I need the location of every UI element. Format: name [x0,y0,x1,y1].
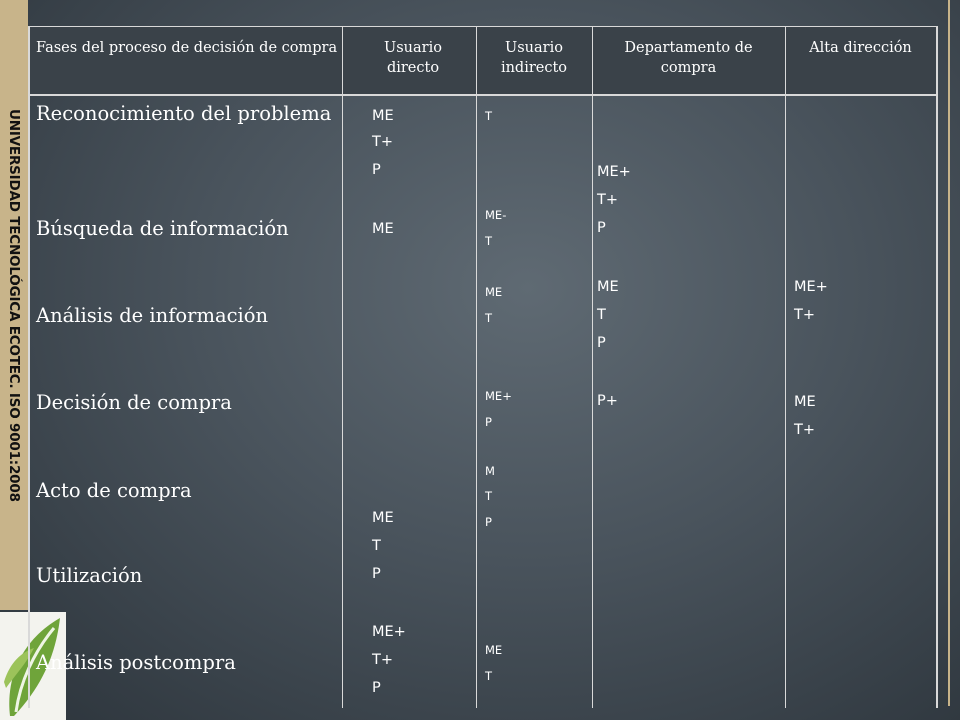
ad-code: T+ [794,422,816,438]
dc-code: ME [597,279,619,295]
right-accent-line [948,0,950,706]
ui-code: M [485,464,495,478]
header-usuario-directo: Usuario directo [384,40,442,76]
ad-code: ME [794,394,816,410]
ui-code: ME+ [485,389,512,403]
decision-process-table [28,26,938,708]
ud-code: T+ [372,652,394,668]
phase-decision-compra: Decisión de compra [36,391,232,414]
university-side-band [0,0,28,610]
header-alta-direccion: Alta dirección [809,40,912,56]
ad-code: T+ [794,307,816,323]
phase-acto-compra: Acto de compra [36,479,192,502]
ud-code: ME [372,108,394,124]
ud-code: P [372,566,381,582]
dc-code: T [597,307,606,323]
ui-code: T [485,109,493,123]
ui-code: ME [485,285,503,299]
dc-code: P+ [597,393,618,409]
ad-code: ME+ [794,279,828,295]
ud-code: ME [372,221,394,237]
dc-code: ME+ [597,164,631,180]
dc-code: P [597,220,606,236]
column-divider [342,26,343,708]
dc-code: T+ [597,192,619,208]
phase-utilizacion: Utilización [36,564,143,587]
ui-code: T [485,234,493,248]
header-bottom-border [28,94,938,96]
ui-code: P [485,515,492,529]
ui-code: P [485,415,492,429]
ui-code: ME- [485,208,507,222]
ui-code: T [485,311,493,325]
university-name: UNIVERSIDAD TECNOLÓGICA ECOTEC. ISO 9001:2008 [6,108,22,502]
column-divider [476,26,477,708]
ud-code: T+ [372,134,394,150]
phase-analisis-postcompra: Análisis postcompra [36,651,236,674]
header-usuario-indirecto: Usuario indirecto [500,40,568,76]
header-departamento-compra: Departamento de compra [624,40,753,76]
header-fases: Fases del proceso de decisión de compra [36,40,338,56]
table-left-border [28,26,30,708]
ud-code: ME [372,510,394,526]
ud-code: P [372,680,381,696]
ud-code: T [372,538,381,554]
ui-code: T [485,489,493,503]
ui-code: ME [485,643,503,657]
column-divider [785,26,786,708]
dc-code: P [597,335,606,351]
ud-code: ME+ [372,624,406,640]
table-right-border [936,26,938,708]
ud-code: P [372,162,381,178]
phase-analisis-informacion: Análisis de información [36,304,269,327]
phase-busqueda: Búsqueda de información [36,217,289,240]
ui-code: T [485,669,493,683]
phase-reconocimiento: Reconocimiento del problema [36,102,332,125]
column-divider [592,26,593,708]
